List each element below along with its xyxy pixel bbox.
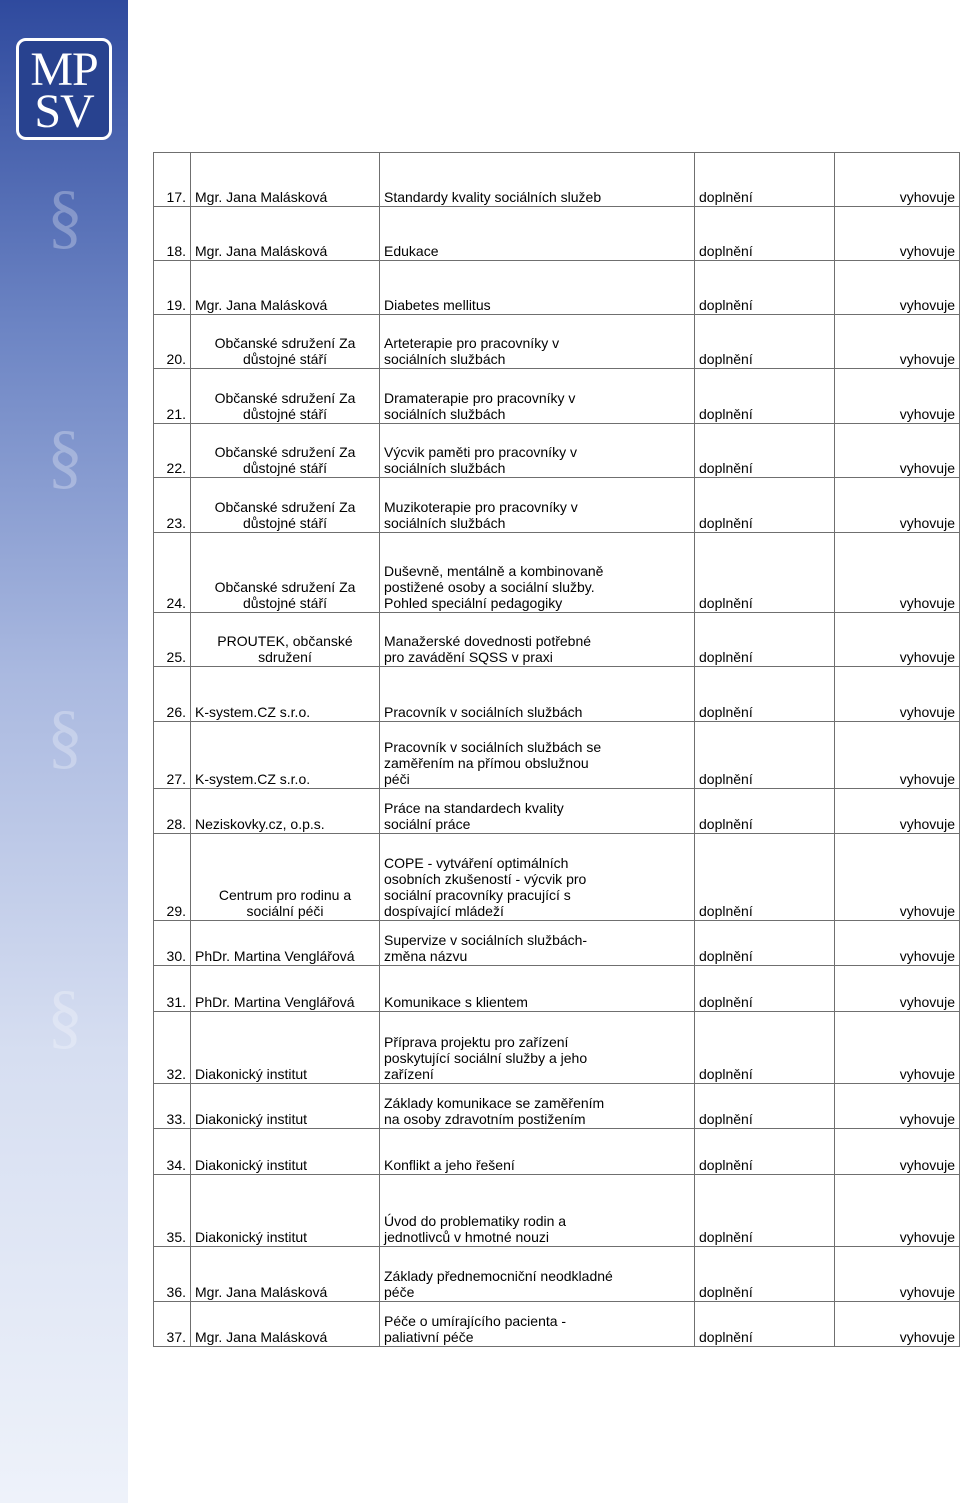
- row-organization: PhDr. Martina Venglářová: [191, 921, 380, 966]
- mpsv-logo: [16, 38, 112, 140]
- row-organization: Mgr. Jana Malásková: [191, 1247, 380, 1302]
- row-status: vyhovuje: [835, 1012, 960, 1084]
- row-course-name: Pracovník v sociálních službách: [380, 667, 695, 722]
- row-status: vyhovuje: [835, 424, 960, 478]
- row-organization: Diakonický institut: [191, 1084, 380, 1129]
- table-row: [154, 834, 960, 921]
- row-change-type: doplnění: [695, 207, 835, 261]
- row-number: 24.: [154, 533, 191, 613]
- row-change-type: doplnění: [695, 834, 835, 921]
- row-number: 36.: [154, 1247, 191, 1302]
- row-status: vyhovuje: [835, 921, 960, 966]
- row-change-type: doplnění: [695, 533, 835, 613]
- row-course-name: Práce na standardech kvality sociální práce: [380, 789, 695, 834]
- row-number: 32.: [154, 1012, 191, 1084]
- row-change-type: doplnění: [695, 1175, 835, 1247]
- row-status: vyhovuje: [835, 1175, 960, 1247]
- table-row: [154, 315, 960, 369]
- table-row: [154, 921, 960, 966]
- table-row: [154, 1129, 960, 1175]
- row-number: 20.: [154, 315, 191, 369]
- table-row: [154, 1302, 960, 1347]
- row-change-type: doplnění: [695, 1129, 835, 1175]
- logo-line-1: MP: [30, 43, 98, 96]
- row-course-name: Konflikt a jeho řešení: [380, 1129, 695, 1175]
- row-number: 37.: [154, 1302, 191, 1347]
- row-organization: Diakonický institut: [191, 1129, 380, 1175]
- table-row: [154, 153, 960, 207]
- table-row: [154, 789, 960, 834]
- row-change-type: doplnění: [695, 613, 835, 667]
- row-status: vyhovuje: [835, 966, 960, 1012]
- table-row: [154, 966, 960, 1012]
- watermark-decoration: §: [47, 176, 81, 256]
- row-course-name: Výcvik paměti pro pracovníky v sociálních službách: [380, 424, 695, 478]
- row-organization: Mgr. Jana Malásková: [191, 261, 380, 315]
- row-organization: Občanské sdružení Za důstojné stáří: [191, 533, 380, 613]
- row-course-name: Příprava projektu pro zařízení poskytující sociální služby a jeho zařízení: [380, 1012, 695, 1084]
- sidebar-banner: [0, 0, 128, 1503]
- row-status: vyhovuje: [835, 478, 960, 533]
- row-course-name: Komunikace s klientem: [380, 966, 695, 1012]
- table-row: [154, 722, 960, 789]
- row-number: 35.: [154, 1175, 191, 1247]
- row-organization: K-system.CZ s.r.o.: [191, 722, 380, 789]
- row-course-name: Edukace: [380, 207, 695, 261]
- table-row: [154, 1247, 960, 1302]
- table-row: [154, 369, 960, 424]
- watermark-decoration: §: [47, 976, 81, 1056]
- row-status: vyhovuje: [835, 722, 960, 789]
- row-change-type: doplnění: [695, 1302, 835, 1347]
- table-row: [154, 1175, 960, 1247]
- table-row: [154, 261, 960, 315]
- row-organization: Občanské sdružení Za důstojné stáří: [191, 315, 380, 369]
- row-course-name: Supervize v sociálních službách- změna názvu: [380, 921, 695, 966]
- table-row: [154, 478, 960, 533]
- courses-table: [153, 152, 960, 1347]
- row-number: 23.: [154, 478, 191, 533]
- row-change-type: doplnění: [695, 1247, 835, 1302]
- row-status: vyhovuje: [835, 613, 960, 667]
- row-change-type: doplnění: [695, 667, 835, 722]
- row-organization: PROUTEK, občanské sdružení: [191, 613, 380, 667]
- watermark-decoration: §: [47, 416, 81, 496]
- row-number: 27.: [154, 722, 191, 789]
- row-organization: Občanské sdružení Za důstojné stáří: [191, 478, 380, 533]
- row-organization: K-system.CZ s.r.o.: [191, 667, 380, 722]
- row-change-type: doplnění: [695, 966, 835, 1012]
- row-status: vyhovuje: [835, 153, 960, 207]
- row-status: vyhovuje: [835, 533, 960, 613]
- row-course-name: COPE - vytváření optimálních osobních zkušeností - výcvik pro sociální pracovníky pracující s dospívající mládeží: [380, 834, 695, 921]
- row-organization: Neziskovky.cz, o.p.s.: [191, 789, 380, 834]
- watermark-decoration: §: [47, 696, 81, 776]
- row-course-name: Standardy kvality sociálních služeb: [380, 153, 695, 207]
- row-number: 33.: [154, 1084, 191, 1129]
- row-change-type: doplnění: [695, 315, 835, 369]
- row-status: vyhovuje: [835, 369, 960, 424]
- row-change-type: doplnění: [695, 153, 835, 207]
- row-number: 28.: [154, 789, 191, 834]
- row-change-type: doplnění: [695, 261, 835, 315]
- row-change-type: doplnění: [695, 424, 835, 478]
- row-organization: Občanské sdružení Za důstojné stáří: [191, 369, 380, 424]
- row-course-name: Duševně, mentálně a kombinovaně postižené osoby a sociální služby. Pohled speciální pedagogiky: [380, 533, 695, 613]
- row-course-name: Dramaterapie pro pracovníky v sociálních službách: [380, 369, 695, 424]
- table-row: [154, 424, 960, 478]
- logo-line-2: SV: [34, 85, 94, 138]
- row-change-type: doplnění: [695, 478, 835, 533]
- row-change-type: doplnění: [695, 369, 835, 424]
- row-number: 25.: [154, 613, 191, 667]
- row-status: vyhovuje: [835, 207, 960, 261]
- row-organization: Centrum pro rodinu a sociální péči: [191, 834, 380, 921]
- row-status: vyhovuje: [835, 789, 960, 834]
- row-course-name: Diabetes mellitus: [380, 261, 695, 315]
- row-number: 22.: [154, 424, 191, 478]
- table-row: [154, 613, 960, 667]
- row-organization: Diakonický institut: [191, 1012, 380, 1084]
- row-change-type: doplnění: [695, 921, 835, 966]
- row-status: vyhovuje: [835, 834, 960, 921]
- row-organization: Mgr. Jana Malásková: [191, 207, 380, 261]
- row-number: 26.: [154, 667, 191, 722]
- row-status: vyhovuje: [835, 1129, 960, 1175]
- row-number: 34.: [154, 1129, 191, 1175]
- row-course-name: Muzikoterapie pro pracovníky v sociálních službách: [380, 478, 695, 533]
- row-course-name: Pracovník v sociálních službách se zaměřením na přímou obslužnou péči: [380, 722, 695, 789]
- row-organization: PhDr. Martina Venglářová: [191, 966, 380, 1012]
- row-course-name: Základy komunikace se zaměřením na osoby zdravotním postižením: [380, 1084, 695, 1129]
- row-change-type: doplnění: [695, 722, 835, 789]
- row-change-type: doplnění: [695, 1012, 835, 1084]
- table-row: [154, 667, 960, 722]
- table-row: [154, 533, 960, 613]
- table-row: [154, 1012, 960, 1084]
- row-number: 29.: [154, 834, 191, 921]
- row-number: 30.: [154, 921, 191, 966]
- row-status: vyhovuje: [835, 1084, 960, 1129]
- row-course-name: Manažerské dovednosti potřebné pro zavádění SQSS v praxi: [380, 613, 695, 667]
- row-status: vyhovuje: [835, 1302, 960, 1347]
- row-organization: Občanské sdružení Za důstojné stáří: [191, 424, 380, 478]
- row-status: vyhovuje: [835, 261, 960, 315]
- row-change-type: doplnění: [695, 1084, 835, 1129]
- row-number: 19.: [154, 261, 191, 315]
- row-status: vyhovuje: [835, 1247, 960, 1302]
- courses-table-body: [154, 153, 960, 1347]
- row-number: 31.: [154, 966, 191, 1012]
- row-course-name: Péče o umírajícího pacienta - paliativní péče: [380, 1302, 695, 1347]
- table-row: [154, 1084, 960, 1129]
- row-change-type: doplnění: [695, 789, 835, 834]
- row-organization: Mgr. Jana Malásková: [191, 153, 380, 207]
- row-number: 18.: [154, 207, 191, 261]
- row-number: 17.: [154, 153, 191, 207]
- row-organization: Diakonický institut: [191, 1175, 380, 1247]
- table-row: [154, 207, 960, 261]
- row-status: vyhovuje: [835, 667, 960, 722]
- row-course-name: Úvod do problematiky rodin a jednotlivců v hmotné nouzi: [380, 1175, 695, 1247]
- row-course-name: Arteterapie pro pracovníky v sociálních službách: [380, 315, 695, 369]
- row-number: 21.: [154, 369, 191, 424]
- row-organization: Mgr. Jana Malásková: [191, 1302, 380, 1347]
- row-course-name: Základy přednemocniční neodkladné péče: [380, 1247, 695, 1302]
- row-status: vyhovuje: [835, 315, 960, 369]
